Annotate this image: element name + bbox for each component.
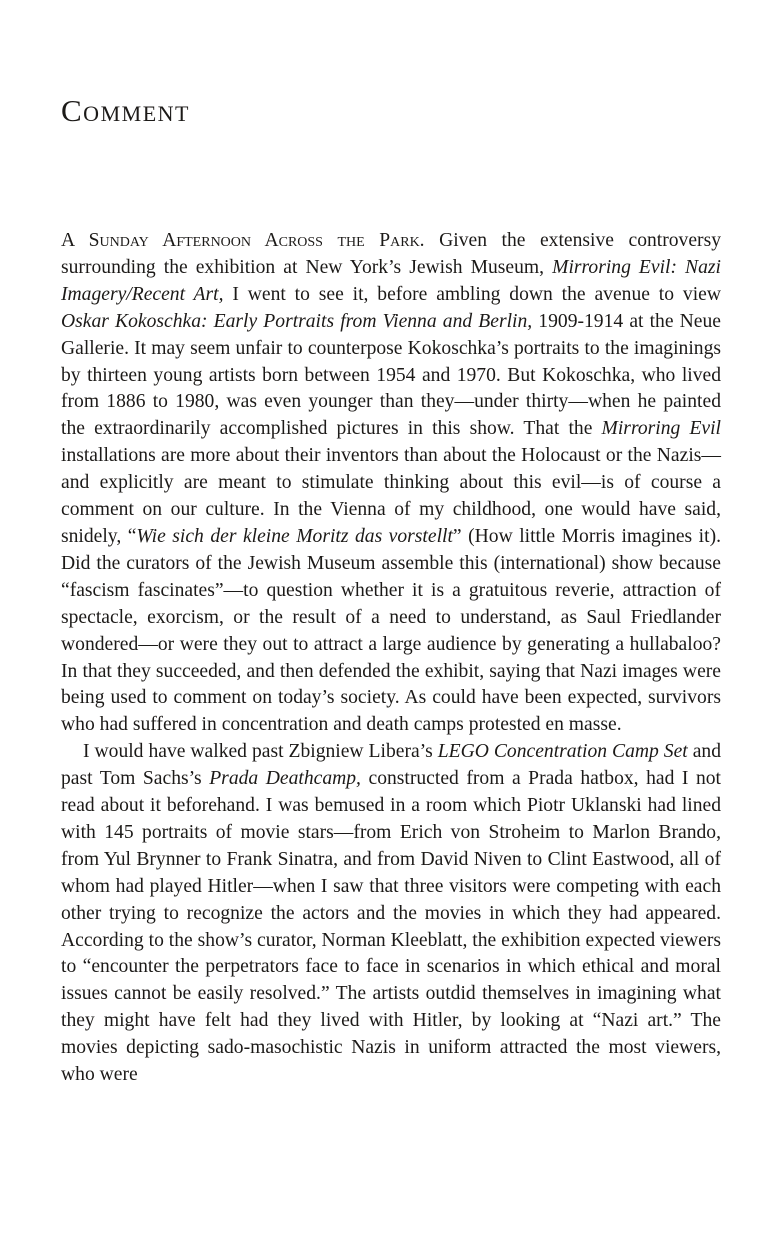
section-lead-in: A Sunday Afternoon Across the Park. bbox=[61, 230, 425, 251]
installation-title-mirroring-evil: Mirroring Evil bbox=[601, 418, 722, 440]
paragraph-1-text-5: ” (How little Morris imagines it). Did the curators of the Jewish Museum assemble this (international) show because “fascism fascinates”—to question whether it is a gratuitous reverie, attraction of spectacle, exorcism, or the result of a need to understand, as Saul Friedlander wondered—or were they out to attract a large audience by generating a hullabaloo? In that they succeeded, and then defended the exhibit, saying that Nazi images were being used to comment on today’s society. As could have been expected, survivors who had suffered in concentration and death camps protested en masse. bbox=[61, 525, 721, 736]
paragraph-2-text-2: and past Tom Sachs’s bbox=[61, 741, 722, 790]
paragraph-1 bbox=[61, 228, 721, 739]
paragraph-2-text-1: I would have walked past Zbigniew Libera’s bbox=[83, 741, 438, 763]
article-body bbox=[61, 228, 721, 1089]
exhibition-title-kokoschka: Oskar Kokoschka: Early Portraits from Vienna and Berlin, bbox=[61, 310, 533, 332]
german-quote: Wie sich der kleine Moritz das vorstellt bbox=[136, 525, 453, 547]
paragraph-2 bbox=[61, 739, 721, 1089]
paragraph-1-text-4: installations are more about their inventors than about the Holocaust or the Nazis—and explicitly are meant to stimulate thinking about this evil—is of course a comment on our culture. In the Vienna of my childhood, one would have said, snidely, “ bbox=[61, 445, 721, 547]
paragraph-2-text-3: constructed from a Prada hatbox, had I not read about it beforehand. I was bemused in a room which Piotr Uklanski had lined with 145 portraits of movie stars—from Erich von Stroheim to Marlon Brando, from Yul Brynner to Frank Sinatra, and from David Niven to Clint Eastwood, all of whom had played Hitler—when I saw that three visitors were competing with each other trying to recognize the actors and the movies in which they had appeared. According to the show’s curator, Norman Kleeblatt, the exhibition expected viewers to “encounter the perpetrators face to face in scenarios in which ethical and moral issues cannot be easily resolved.” The artists outdid themselves in imagining what they might have felt had they lived with Hitler, by looking at “Nazi art.” The movies depicting sado-masochistic Nazis in uniform attracted the most viewers, who were bbox=[61, 768, 721, 1086]
paragraph-1-text-2: I went to see it, before ambling down the avenue to view bbox=[223, 283, 721, 305]
artwork-title-lego: LEGO Concentration Camp Set bbox=[437, 741, 688, 763]
artwork-title-prada: Prada Deathcamp, bbox=[209, 768, 361, 790]
page-title: Comment bbox=[61, 93, 190, 128]
paragraph-1-text-1: Given the extensive controversy surrounding the exhibition at New York’s Jewish Museum, bbox=[61, 230, 721, 278]
exhibition-title-mirroring-evil: Mirroring Evil: Nazi Imagery/Recent Art, bbox=[61, 256, 721, 305]
paragraph-1-text-3: 1909-1914 at the Neue Gallerie. It may seem unfair to counterpose Kokoschka’s portraits to the imaginings by thirteen young artists born between 1954 and 1970. But Kokoschka, who lived from 1886 to 1980, was even younger than they—under thirty—when he painted the extraordinarily accomplished pictures in this show. That the bbox=[61, 310, 721, 440]
